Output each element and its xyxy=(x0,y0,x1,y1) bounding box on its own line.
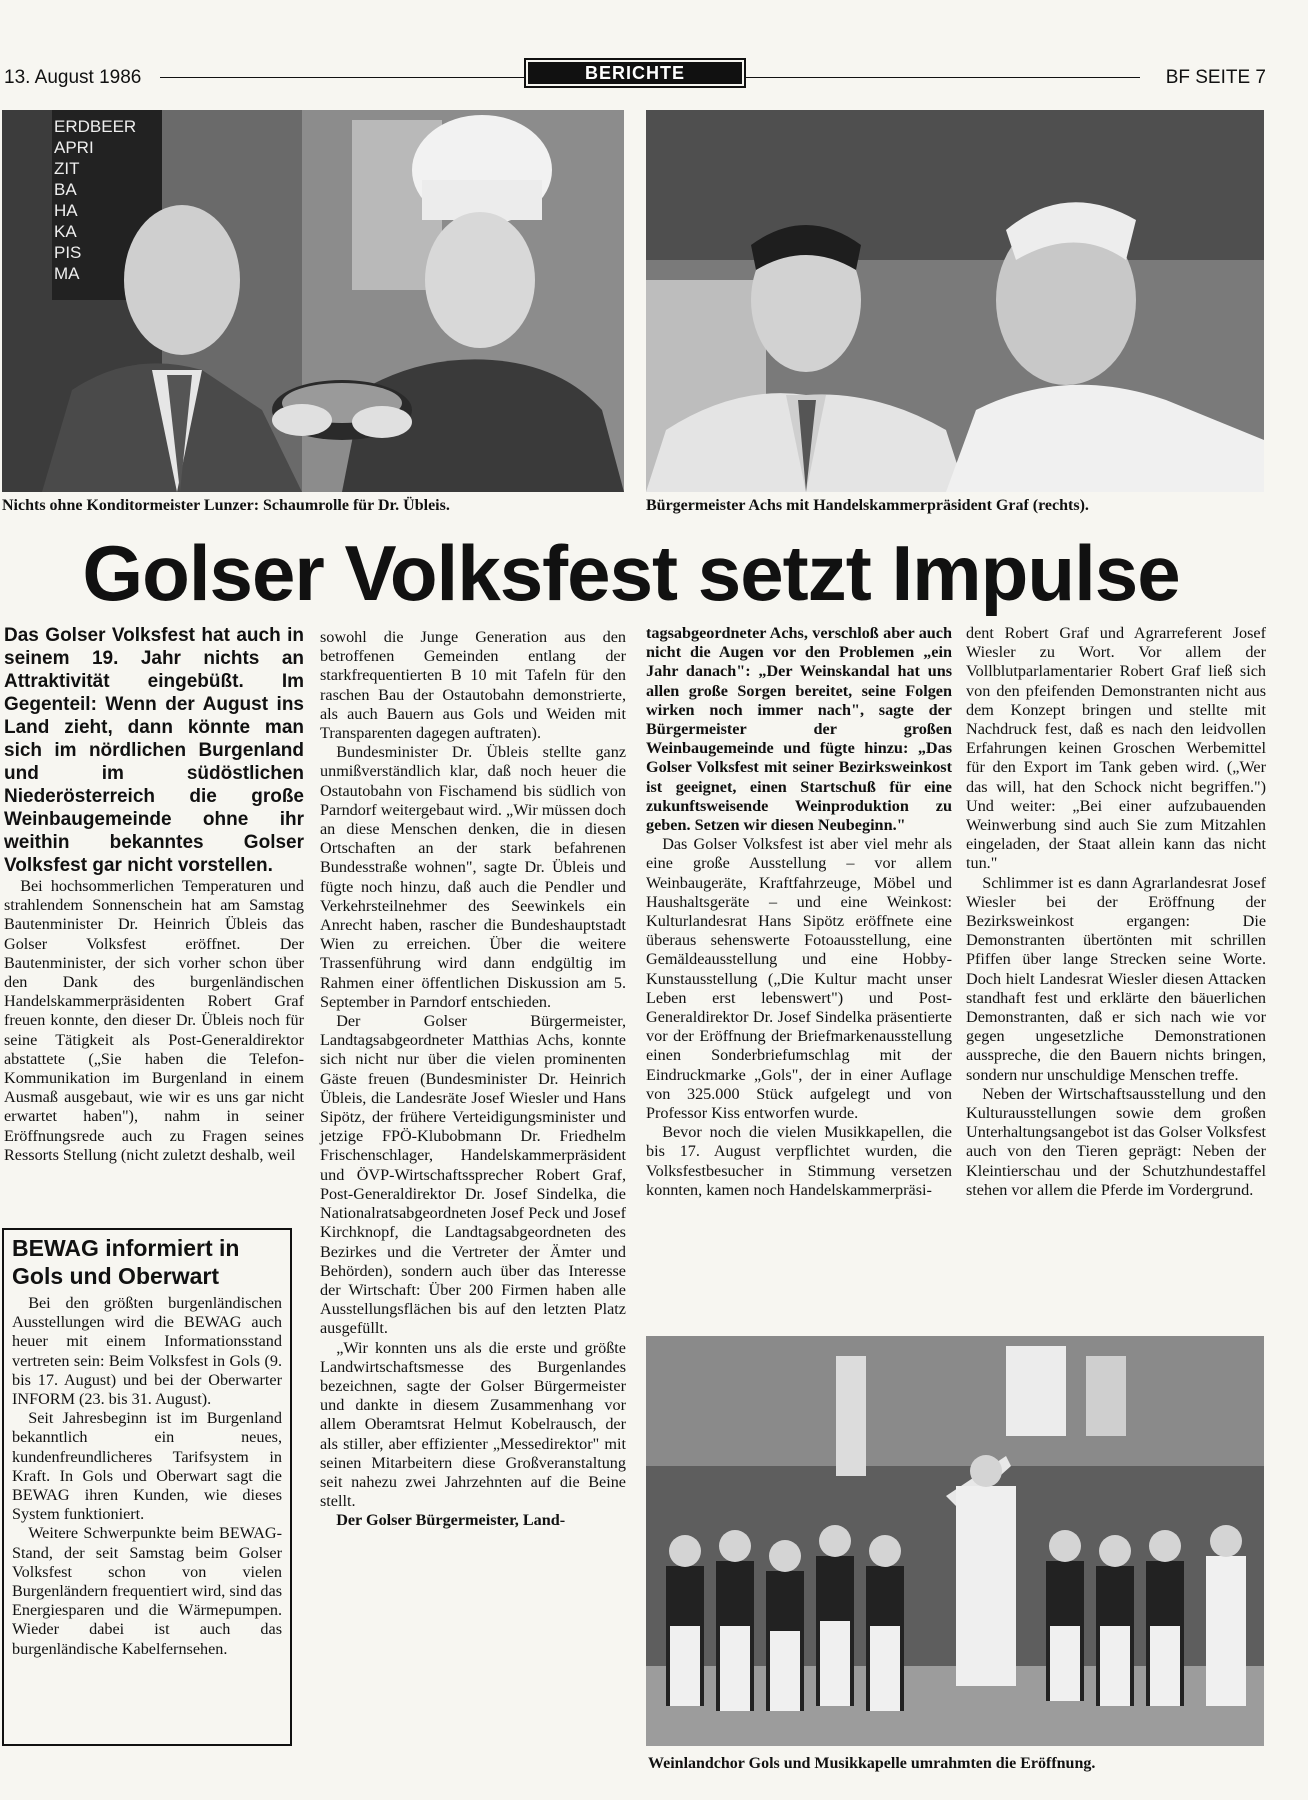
photo-weinlandchor xyxy=(646,1336,1264,1746)
header-rule-left xyxy=(160,77,524,78)
article-paragraph: Der Golser Bürgermeister, Landtagsabgeordneter Matthias Achs, konnte sich nicht nur über die vielen prominenten Gäste freuen (Bundesminister Dr. Heinrich Übleis, die Landesräte Josef Wiesler und Hans Sipötz, der frühere Verteidigungsminister und jetzige FPÖ-Klubobmann Dr. Friedhelm Frischenschlager, Handelskammerpräsident und ÖVP-Wirtschaftssprecher Robert Graf, Post-Generaldirektor Dr. Josef Sindelka, die Nationalratsabgeordneten Josef Peck und Josef Kirchknopf, die Landtagsabgeordneten des Bezirkes und die Vertreter der Ämter und Behörden), sondern auch über das Interesse der Wirtschaft: Über 200 Firmen haben alle Ausstellungsflächen bis auf den letzten Platz ausgefüllt. xyxy=(320,1012,626,1338)
article-paragraph: Bei hochsommerlichen Temperaturen und strahlendem Sonnenschein hat am Samstag Bautenminister Dr. Heinrich Übleis das Golser Volksfest eröffnet. Der Bautenminister, der sich vorher schon über den Dank des burgenländischen Handelskammerpräsidenten Robert Graf freuen konnte, den dieser Dr. Übleis noch für seine Tätigkeit als Post-Generaldirektor abstattete („Sie haben die Telefon-Kommunikation im Burgenland in einem Ausmaß ausgebaut, wie wir es uns gar nicht erwartet haben"), nahm in seiner Eröffnungsrede auch zu Fragen seines Ressorts Stellung (nicht zuletzt deshalb, weil xyxy=(4,877,304,1164)
bewag-paragraph: Weitere Schwerpunkte beim BEWAG-Stand, der seit Samstag beim Golser Volksfest schon von vielen Burgenländern frequentiert wird, sind das Energiesparen und die Wärmepumpen. Wieder dabei ist auch das burgenländische Kabelfernsehen. xyxy=(12,1524,282,1658)
article-paragraph: Das Golser Volksfest ist aber viel mehr als eine große Ausstellung – vor allem Weinbaugeräte, Kraftfahrzeuge, Möbel und Haushaltsgeräte – und eine Weinkost: Kulturlandesrat Hans Sipötz eröffnete eine überaus sehenswerte Fotoausstellung, eine Gemäldeausstellung und eine Hobby-Kunstausstellung („Die Kultur macht unser Leben erst lebenswert") und Post-Generaldirektor Dr. Josef Sindelka präsentierte vor der Eröffnung der Briefmarkenausstellung einen Sonderbriefumschlag mit der Eindruckmarke „Gols", der in einer Auflage von 325.000 Stück aufgelegt und von Professor Kiss entworfen wurde. xyxy=(646,835,952,1123)
article-paragraph: dent Robert Graf und Agrarreferent Josef Wiesler zu Wort. Vor allem der Vollblutparlamentarier Robert Graf ließ sich von den pfeifenden Demonstranten nicht aus dem Konzept bringen und stellte mit Nachdruck fest, daß es nach den leidvollen Erfahrungen keinen Groschen Werbemittel für den Export im Tank geben wird. („Wer das will, hat den Schock nicht begriffen.") Und weiter: „Bei einer aufzubauenden Weinwerbung sind auch Sie zum Mitzahlen eingeladen, der Staat allein kann das nicht tun." xyxy=(966,624,1266,873)
article-paragraph: „Wir konnten uns als die erste und größte Landwirtschaftsmesse des Burgenlandes bezeichnen, sagte der Golser Bürgermeister und dankte in diesem Zusammenhang vor allem Oberamtsrat Helmut Kobelrausch, der als stiller, aber effizienter „Messedirektor" mit seinen Mitarbeitern diese Großveranstaltung seit nahezu zwei Jahrzehnten auf die Beine stellt. xyxy=(320,1338,626,1511)
article-paragraph: Schlimmer ist es dann Agrarlandesrat Josef Wiesler bei der Eröffnung der Bezirksweinkost ergangen: Die Demonstranten übertönten mit schrillen Pfiffen über lange Strecken seine Worte. Doch hielt Landesrat Wiesler diesen Attacken standhaft fest und erklärte den bäuerlichen Demonstranten, daß er sich nach wie vor gegen ungesetzliche Demonstrationen ausspreche, die den Bauern nichts bringen, sondern nur unschuldige Menschen treffe. xyxy=(966,873,1266,1084)
caption-weinlandchor: Weinlandchor Gols und Musikkapelle umrahmten die Eröffnung. xyxy=(648,1755,1096,1772)
article-paragraph: Bundesminister Dr. Übleis stellte ganz unmißverständlich klar, daß noch heuer die Ostautobahn von Fischamend bis südlich von Parndorf weitergebaut wird. „Wir müssen doch an diese Menschen denken, die in diesen Ortschaften an der stark befahrenen Bundesstraße wohnen", sagte Dr. Übleis und fügte noch hinzu, daß auch die Pendler und Verkehrsteilnehmer des Seewinkels ein Anrecht haben, rascher die Bundeshauptstadt Wien zu erreichen. Über die weitere Trassenführung wird dann endgültig im Rahmen einer öffentlichen Diskussion am 5. September in Parndorf entschieden. xyxy=(320,743,626,1011)
shop-sign-text: ERDBEER APRI ZIT BA HA KA PIS MA xyxy=(54,117,137,283)
caption-konditor: Nichts ohne Konditormeister Lunzer: Schaumrolle für Dr. Übleis. xyxy=(2,497,450,514)
article-paragraph: Neben der Wirtschaftsausstellung und den Kulturausstellungen sowie dem großen Unterhaltungsangebot ist das Golser Volksfest auch von den Tieren geprägt: Neben der Kleintierschau und der Schutzhundestaffel stehen vor allem die Pferde im Vordergrund. xyxy=(966,1084,1266,1199)
bewag-box-title: BEWAG informiert in Gols und Oberwart xyxy=(12,1235,240,1289)
bewag-paragraph: Seit Jahresbeginn ist im Burgenland bekanntlich ein neues, kundenfreundlicheres Tarifsystem in Kraft. In Gols und Oberwart sagt die BEWAG ihren Kunden, wie dieses System funktioniert. xyxy=(12,1409,282,1524)
headline: Golser Volksfest setzt Impulse xyxy=(82,529,1180,617)
header-rule-right xyxy=(746,77,1140,78)
article-column-2 xyxy=(320,628,626,1531)
photo-konditor xyxy=(2,110,624,492)
article-lead: Das Golser Volksfest hat auch in seinem 19. Jahr nichts an Attraktivität eingebüßt. Im Gegenteil: Wenn der August ins Land zieht, dann könnte man sich im nördlichen Burgenland und im südöstlichen Niederösterreich die große Weinbaugemeinde ohne ihr weithin bekanntes Golser Volksfest gar nicht vorstellen. xyxy=(4,625,304,876)
article-column-3 xyxy=(646,624,952,1200)
photo-achs-graf xyxy=(646,110,1264,492)
section-label xyxy=(524,58,746,88)
article-column-4 xyxy=(966,624,1266,1200)
article-paragraph-bold: Der Golser Bürgermeister, Land- xyxy=(336,1511,566,1530)
issue-date: 13. August 1986 xyxy=(4,67,142,88)
article-paragraph: sowohl die Junge Generation aus den betroffenen Gemeinden entlang der starkfrequentierten B 10 mit Tafeln für den raschen Bau der Ostautobahn demonstrierte, als auch Bauern aus Gols und Weiden mit Transparenten dagegen auftraten). xyxy=(320,628,626,743)
page-number: BF SEITE 7 xyxy=(1165,67,1266,88)
caption-achs-graf: Bürgermeister Achs mit Handelskammerpräsident Graf (rechts). xyxy=(646,497,1089,514)
article-paragraph: Bevor noch die vielen Musikkapellen, die bis 17. August verpflichtet wurden, die Volksfestbesucher in Stimmung versetzen konnten, kamen noch Handelskammerpräsi- xyxy=(646,1123,952,1199)
bewag-paragraph: Bei den größten burgenländischen Ausstellungen wird die BEWAG auch heuer mit einem Informationsstand vertreten sein: Beim Volksfest in Gols (9. bis 17. August) und bei der Oberwarter INFORM (23. bis 31. August). xyxy=(12,1294,282,1409)
article-quote-bold: tagsabgeordneter Achs, verschloß aber auch nicht die Augen vor den Problemen „ein Jahr danach": „Der Weinskandal hat uns allen große Sorgen bereitet, seine Folgen wirken noch immer nach", sagte der Bürgermeister der großen Weinbaugemeinde und fügte hinzu: „Das Golser Volksfest mit seiner Bezirksweinkost ist geeignet, einen Startschuß für eine zukunftsweisende Weinproduktion zu geben. Setzen wir diesen Neubeginn." xyxy=(646,624,952,835)
article-column-1 xyxy=(4,624,304,1165)
bewag-info-box xyxy=(2,1228,292,1746)
section-label-text: BERICHTE xyxy=(528,62,742,84)
